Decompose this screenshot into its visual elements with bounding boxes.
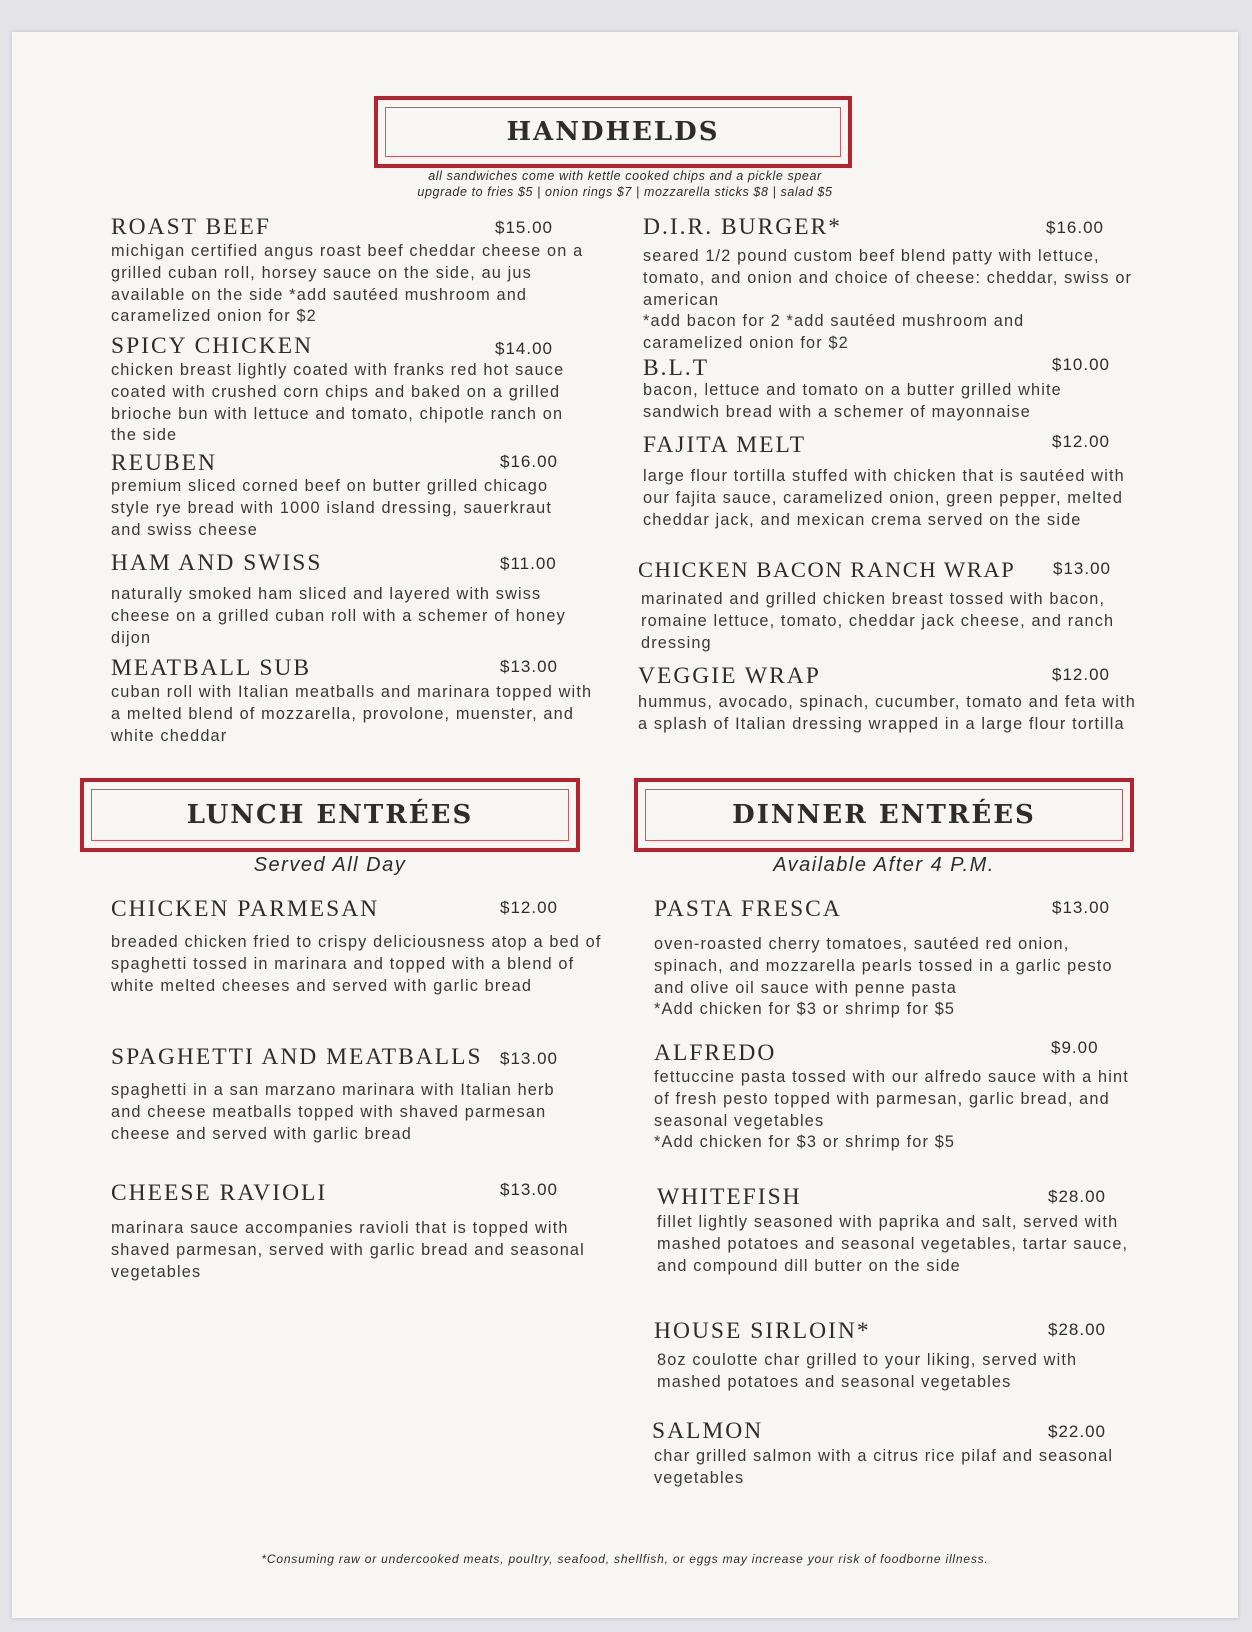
footer-disclaimer: *Consuming raw or undercooked meats, poultry, seafood, shellfish, or eggs may increase your risk of foodborne illness. xyxy=(261,1552,989,1566)
item-name: SPICY CHICKEN xyxy=(111,333,314,359)
item-description: spaghetti in a san marzano marinara with Italian herb and cheese meatballs topped with shaved parmesan cheese and served with garlic bread xyxy=(111,1081,555,1143)
item-price: $9.00 xyxy=(1051,1038,1099,1057)
item-price: $15.00 xyxy=(495,218,553,237)
item-price: $16.00 xyxy=(500,452,558,471)
item-name: VEGGIE WRAP xyxy=(638,663,821,689)
lunch-banner xyxy=(80,778,580,852)
item-price: $28.00 xyxy=(1048,1187,1106,1206)
item-price: $13.00 xyxy=(500,1180,558,1199)
handhelds-title: HANDHELDS xyxy=(506,117,720,147)
handhelds-note-line2: upgrade to fries $5 | onion rings $7 | mozzarella sticks $8 | salad $5 xyxy=(417,185,833,199)
handhelds-note-line1: all sandwiches come with kettle cooked chips and a pickle spear xyxy=(428,169,822,183)
item-description: oven-roasted cherry tomatoes, sautéed red onion, spinach, and mozzarella pearls tossed in a garlic pesto and olive oil sauce with penne pasta xyxy=(654,935,1113,997)
item-name: WHITEFISH xyxy=(657,1184,802,1210)
item-price: $12.00 xyxy=(500,898,558,917)
lunch-subtitle: Served All Day xyxy=(253,854,407,876)
item-price: $12.00 xyxy=(1052,665,1110,684)
item-name: CHICKEN PARMESAN xyxy=(111,896,380,922)
item-price: $22.00 xyxy=(1048,1422,1106,1441)
item-price: $11.00 xyxy=(500,554,557,573)
item-name: CHEESE RAVIOLI xyxy=(111,1180,328,1206)
item-description: large flour tortilla stuffed with chicken that is sautéed with our fajita sauce, caramelized onion, green pepper, melted cheddar jack, and mexican crema served on the side xyxy=(643,467,1125,529)
item-description: fillet lightly seasoned with paprika and salt, served with mashed potatoes and seasonal vegetables, tartar sauce, and compound dill butter on the side xyxy=(657,1213,1129,1275)
handhelds-banner xyxy=(374,96,852,168)
item-price: $10.00 xyxy=(1052,355,1110,374)
item-price: $13.00 xyxy=(1052,898,1110,917)
item-description: seared 1/2 pound custom beef blend patty with lettuce, tomato, and onion and choice of cheese: cheddar, swiss or american xyxy=(643,247,1133,309)
menu-page xyxy=(12,32,1238,1618)
item-name: ROAST BEEF xyxy=(111,214,271,240)
item-name: SPAGHETTI AND MEATBALLS xyxy=(111,1044,483,1070)
item-name: HAM AND SWISS xyxy=(111,550,323,576)
item-description-extra: *add bacon for 2 *add sautéed mushroom and caramelized onion for $2 xyxy=(643,312,1025,352)
item-name: D.I.R. BURGER* xyxy=(643,214,843,240)
item-name: PASTA FRESCA xyxy=(654,896,842,922)
item-price: $16.00 xyxy=(1046,218,1104,237)
item-description-extra: *Add chicken for $3 or shrimp for $5 xyxy=(654,1133,956,1151)
item-description: 8oz coulotte char grilled to your liking, served with mashed potatoes and seasonal vegetables xyxy=(657,1351,1078,1391)
dinner-banner xyxy=(634,778,1134,852)
item-name: HOUSE SIRLOIN* xyxy=(654,1318,871,1344)
item-description: chicken breast lightly coated with franks red hot sauce coated with crushed corn chips and baked on a grilled brioche bun with lettuce and tomato, chipotle ranch on the side xyxy=(111,361,565,445)
item-description: michigan certified angus roast beef cheddar cheese on a grilled cuban roll, horsey sauce on the side, au jus available on the side *add sautéed mushroom and caramelized onion for $2 xyxy=(111,242,584,326)
item-name: B.L.T xyxy=(643,355,710,381)
dinner-title: DINNER ENTRÉES xyxy=(732,800,1036,830)
item-name: ALFREDO xyxy=(654,1040,777,1066)
lunch-title: LUNCH ENTRÉES xyxy=(186,800,474,830)
item-description: marinara sauce accompanies ravioli that is topped with shaved parmesan, served with garlic bread and seasonal vegetables xyxy=(111,1219,585,1281)
item-price: $28.00 xyxy=(1048,1320,1106,1339)
item-description: bacon, lettuce and tomato on a butter grilled white sandwich bread with a schemer of mayonnaise xyxy=(643,381,1062,421)
item-price: $13.00 xyxy=(1053,559,1111,578)
item-name: CHICKEN BACON RANCH WRAP xyxy=(638,557,1016,582)
item-name: REUBEN xyxy=(111,450,217,476)
item-description: char grilled salmon with a citrus rice pilaf and seasonal vegetables xyxy=(654,1447,1114,1487)
item-price: $13.00 xyxy=(500,1049,558,1068)
item-name: MEATBALL SUB xyxy=(111,655,312,681)
item-name: SALMON xyxy=(652,1418,764,1444)
item-description: marinated and grilled chicken breast tossed with bacon, romaine lettuce, tomato, cheddar jack cheese, and ranch dressing xyxy=(641,590,1115,652)
item-description: breaded chicken fried to crispy deliciousness atop a bed of spaghetti tossed in marinara and topped with a blend of white melted cheeses and served with garlic bread xyxy=(111,933,602,995)
item-name: FAJITA MELT xyxy=(643,432,807,458)
dinner-subtitle: Available After 4 P.M. xyxy=(773,854,995,876)
item-description-extra: *Add chicken for $3 or shrimp for $5 xyxy=(654,1000,956,1018)
item-price: $12.00 xyxy=(1052,432,1110,451)
item-description: fettuccine pasta tossed with our alfredo sauce with a hint of fresh pesto topped with parmesan, garlic bread, and seasonal vegetables xyxy=(654,1068,1129,1130)
item-price: $14.00 xyxy=(495,339,553,358)
item-description: cuban roll with Italian meatballs and marinara topped with a melted blend of mozzarella, provolone, muenster, and white cheddar xyxy=(111,683,593,745)
item-description: hummus, avocado, spinach, cucumber, tomato and feta with a splash of Italian dressing wrapped in a large flour tortilla xyxy=(638,693,1136,733)
item-price: $13.00 xyxy=(500,657,558,676)
item-description: naturally smoked ham sliced and layered with swiss cheese on a grilled cuban roll with a schemer of honey dijon xyxy=(111,585,566,647)
item-description: premium sliced corned beef on butter grilled chicago style rye bread with 1000 island dressing, sauerkraut and swiss cheese xyxy=(111,477,553,539)
